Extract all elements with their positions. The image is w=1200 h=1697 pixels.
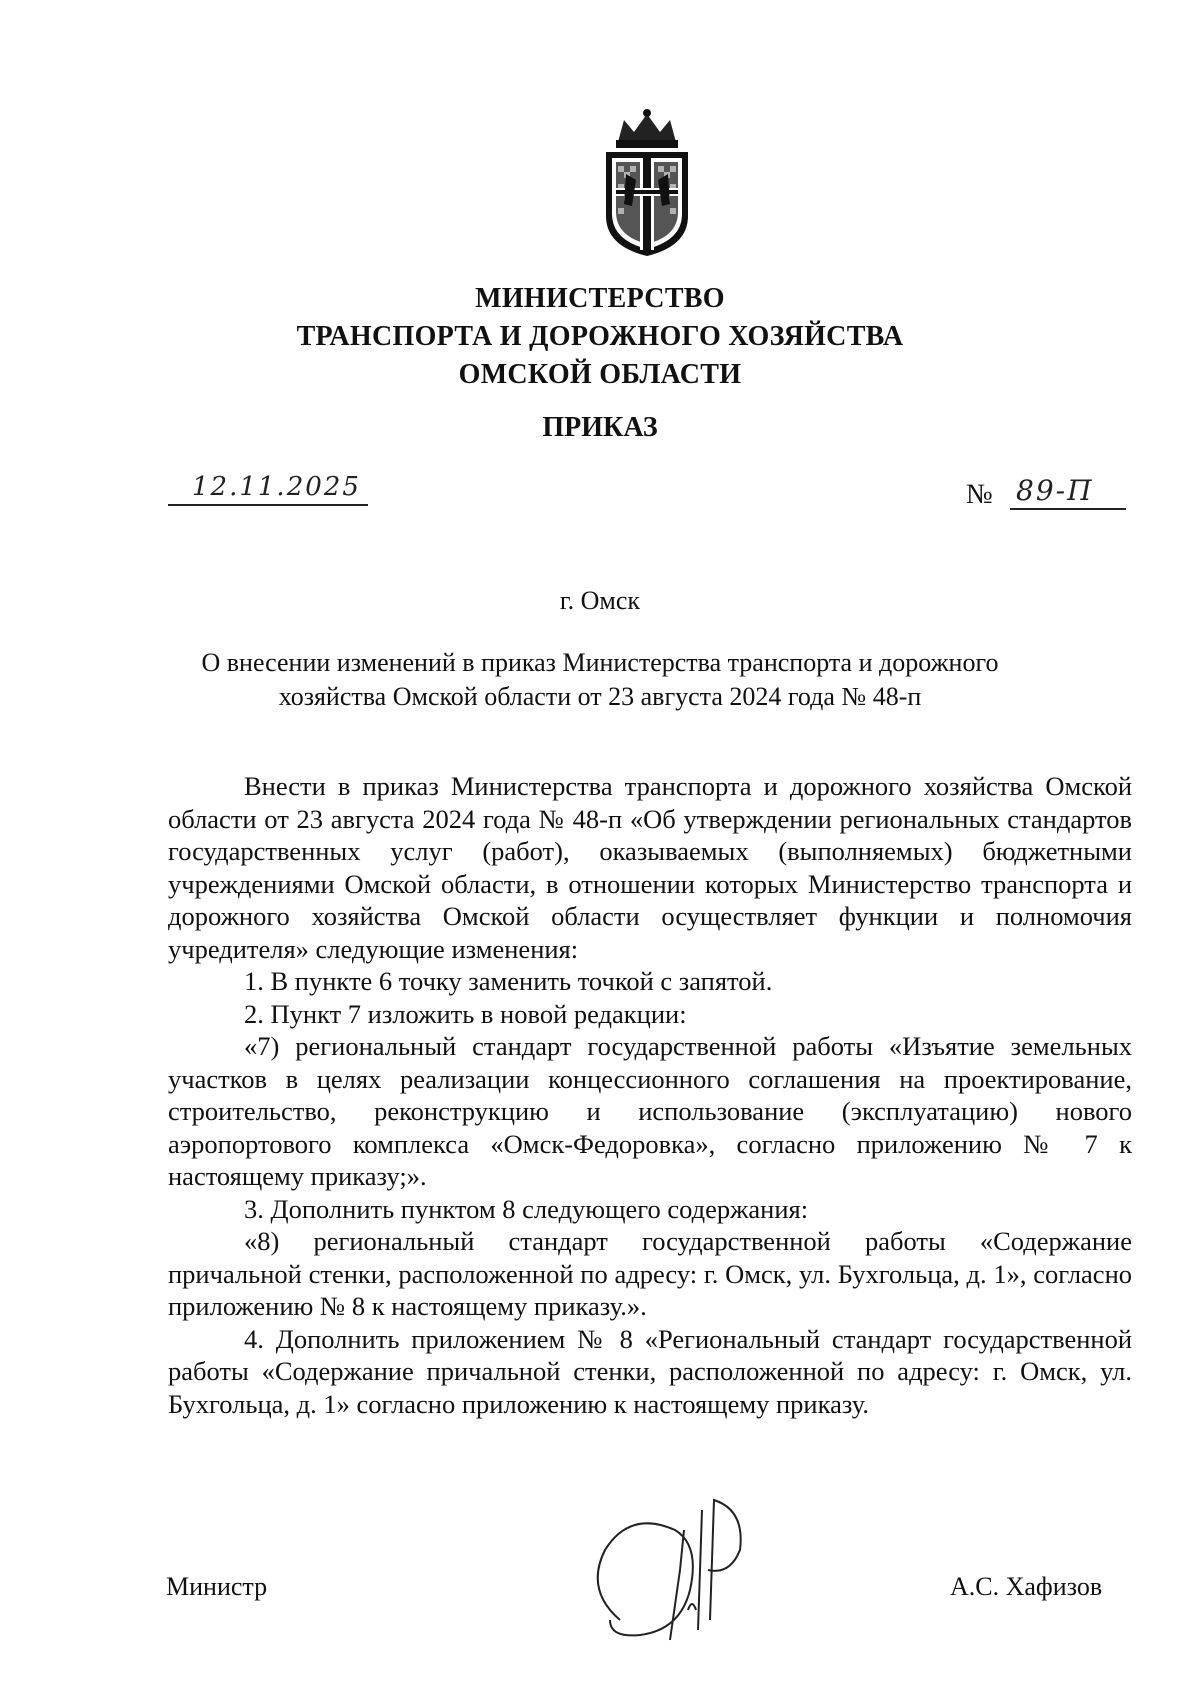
number-underline <box>1010 508 1126 510</box>
order-number-label: № <box>966 479 993 510</box>
ministry-name-line1: МИНИСТЕРСТВО <box>475 283 725 314</box>
ministry-name-line3: ОМСКОЙ ОБЛАСТИ <box>458 359 742 390</box>
ministry-name-line2: ТРАНСПОРТА И ДОРОЖНОГО ХОЗЯЙСТВА <box>296 321 904 352</box>
order-item-3-text: «8) региональный стандарт государственной работы «Содержание причальной стенки, расположенной по адресу: г. Омск, ул. Бухгольца, д. 1», согласно приложению № 8 к настоящему приказу.». <box>168 1226 1132 1321</box>
signatory-title: Министр <box>166 1572 268 1601</box>
coat-of-arms-icon <box>588 108 706 258</box>
order-item-2: 2. Пункт 7 изложить в новой редакции: <box>244 998 687 1029</box>
order-subject-line1: О внесении изменений в приказ Министерства транспорта и дорожного <box>201 648 999 677</box>
order-item-3: 3. Дополнить пунктом 8 следующего содержания: <box>244 1193 809 1224</box>
document-type: ПРИКАЗ <box>542 412 658 443</box>
order-item-4: 4. Дополнить приложением № 8 «Региональный стандарт государственной работы «Содержание причальной стенки, расположенной по адресу: г. Омск, ул. Бухгольца, д. 1» согласно приложению к настоящему приказу. <box>168 1323 1132 1419</box>
order-subject <box>190 646 1010 714</box>
order-date-handwritten: 12.11.2025 <box>192 472 361 502</box>
signature-icon <box>580 1470 770 1660</box>
order-number <box>966 474 1136 518</box>
date-underline <box>168 504 368 506</box>
signatory-name: А.С. Хафизов <box>950 1572 1103 1601</box>
order-date <box>168 470 368 510</box>
city-name: г. Омск <box>559 586 641 615</box>
order-number-handwritten: 89-П <box>1016 474 1094 507</box>
order-intro: Внести в приказ Министерства транспорта и дорожного хозяйства Омской области от 23 августа 2024 года № 48-п «Об утверждении региональных стандартов государственных услуг (работ), оказываемых (выполняемых) бюджетными учреждениями Омской области, в отношении которых Министерство транспорта и дорожного хозяйства Омской области осуществляет функции и полномочия учредителя» следующие изменения: <box>168 771 1132 964</box>
order-item-2-text: «7) региональный стандарт государственной работы «Изъятие земельных участков в целях реализации концессионного соглашения на проектирование, строительство, реконструкцию и использование (эксплуатацию) нового аэропортового комплекса «Омск-Федоровка», согласно приложению № 7 к настоящему приказу;». <box>168 1031 1132 1191</box>
order-subject-line2: хозяйства Омской области от 23 августа 2024 года № 48-п <box>278 682 922 711</box>
order-body <box>168 770 1132 1420</box>
order-item-1: 1. В пункте 6 точку заменить точкой с запятой. <box>244 966 773 996</box>
ministry-name <box>150 280 1050 394</box>
